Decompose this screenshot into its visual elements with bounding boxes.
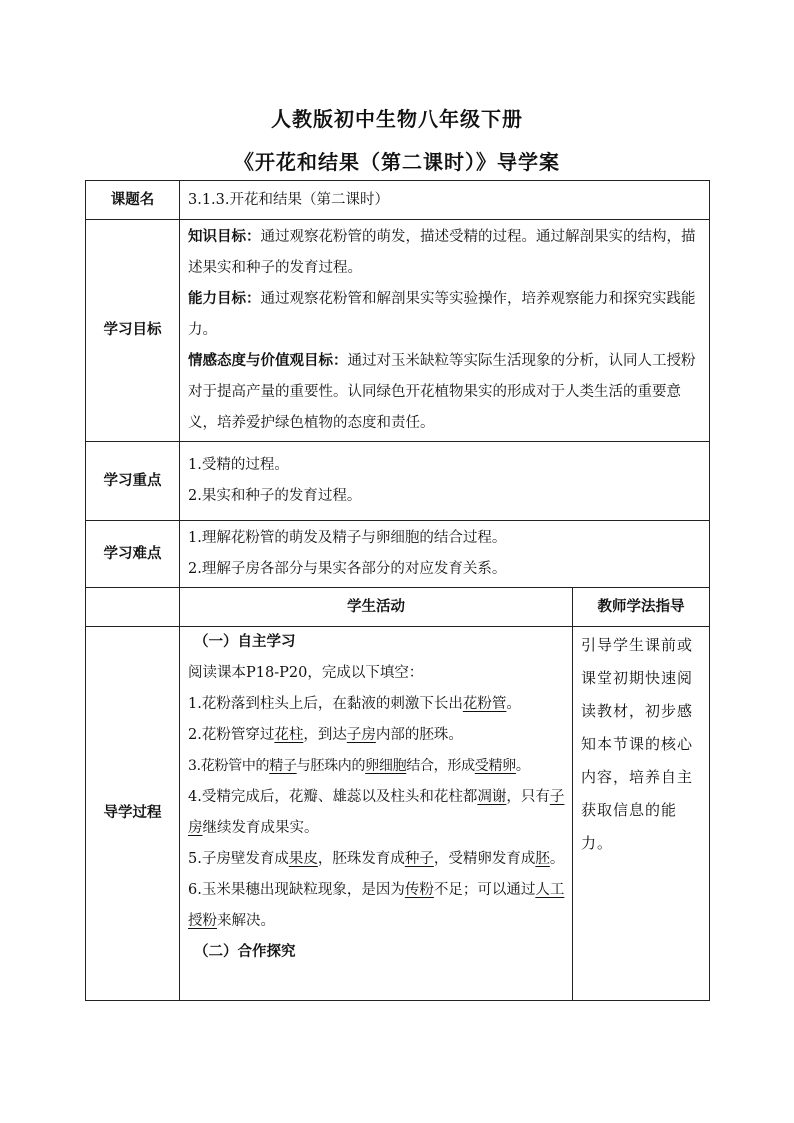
fill-blank-2	[188, 720, 566, 751]
question-text: ，受精卵发育成	[433, 851, 536, 867]
fill-blank-4	[188, 782, 566, 844]
teacher-guide-header: 教师学法指导	[573, 588, 710, 627]
question-text: 。	[549, 851, 565, 867]
empty-header-cell	[86, 588, 180, 627]
lesson-plan-table	[85, 180, 710, 1001]
section-self-study: （一）自主学习	[194, 634, 296, 650]
question-text: 继续发育成果实。	[202, 820, 319, 836]
answer-blank: 凋谢	[477, 789, 507, 805]
key-points-content	[180, 442, 710, 521]
question-text: 3.花粉管中的	[188, 758, 270, 774]
topic-row	[86, 181, 710, 220]
difficulties-content	[180, 521, 710, 588]
knowledge-goal-title: 知识目标：	[188, 229, 261, 245]
question-text: 结合，形成	[406, 758, 475, 774]
teacher-guide-content: 引导学生课前或课堂初期快速阅读教材，初步感知本节课的核心内容，培养自主获取信息的能力。	[573, 627, 710, 1001]
key-points-label: 学习重点	[86, 442, 180, 521]
column-header-row	[86, 588, 710, 627]
answer-blank: 种子	[404, 851, 434, 867]
attitude-goal-title: 情感态度与价值观目标：	[188, 353, 348, 369]
section-cooperative-inquiry: （二）合作探究	[194, 944, 296, 960]
goals-label: 学习目标	[86, 220, 180, 442]
question-text: ，胚珠发育成	[317, 851, 405, 867]
answer-blank: 受精卵	[474, 758, 516, 774]
student-activity-header: 学生活动	[180, 588, 573, 627]
fill-blank-5	[188, 844, 566, 875]
topic-value: 3.1.3.开花和结果（第二课时）	[180, 181, 710, 220]
topic-label: 课题名	[86, 181, 180, 220]
difficulty-item: 1.理解花粉管的萌发及精子与卵细胞的结合过程。	[188, 530, 507, 546]
key-points-row	[86, 442, 710, 521]
question-text: 6.玉米果穗出现缺粒现象，是因为	[188, 882, 405, 898]
goals-row	[86, 220, 710, 442]
question-text: 2.花粉管穿过	[188, 727, 275, 743]
fill-blank-6	[188, 875, 566, 937]
question-text: 。	[506, 696, 521, 712]
answer-blank: 花粉管	[462, 696, 507, 712]
answer-blank: 精子	[269, 758, 297, 774]
question-text: 。	[515, 758, 530, 774]
document-subtitle: 《开花和结果（第二课时）》导学案	[234, 150, 560, 174]
answer-blank: 传粉	[404, 882, 434, 898]
key-point-item: 2.果实和种子的发育过程。	[188, 488, 362, 504]
fill-blank-1	[188, 689, 566, 720]
answer-blank: 果皮	[288, 851, 318, 867]
answer-blank: 人工授粉	[188, 882, 565, 929]
knowledge-goal-text: 通过观察花粉管的萌发，描述受精的过程。通过解剖果实的结构，描述果实和种子的发育过程。	[188, 229, 696, 276]
difficulties-row	[86, 521, 710, 588]
ability-goal	[188, 284, 703, 346]
fill-blank-3	[188, 751, 566, 782]
question-text: 5.子房壁发育成	[188, 851, 289, 867]
answer-blank: 胚	[535, 851, 550, 867]
question-text: 4.受精完成后，花瓣、雄蕊以及柱头和花柱都	[188, 789, 478, 805]
question-text: 不足；可以通过	[433, 882, 536, 898]
ability-goal-text: 通过观察花粉管和解剖果实等实验操作，培养观察能力和探究实践能力。	[188, 291, 696, 338]
student-activity-content	[180, 627, 573, 1001]
difficulty-item: 2.理解子房各部分与果实各部分的对应发育关系。	[188, 561, 507, 577]
ability-goal-title: 能力目标：	[188, 291, 261, 307]
question-text: ，到达	[303, 727, 347, 743]
answer-blank: 花柱	[274, 727, 304, 743]
question-text: ，只有	[506, 789, 550, 805]
reading-instruction: 阅读课本P18-P20，完成以下填空：	[188, 665, 424, 681]
difficulties-label: 学习难点	[86, 521, 180, 588]
goals-content	[180, 220, 710, 442]
answer-blank: 子房	[188, 789, 565, 836]
knowledge-goal	[188, 222, 703, 284]
attitude-goal	[188, 346, 703, 439]
process-label: 导学过程	[86, 627, 180, 1001]
answer-blank: 子房	[346, 727, 376, 743]
process-row	[86, 627, 710, 1001]
question-text: 1.花粉落到柱头上后，在黏液的刺激下长出	[188, 696, 463, 712]
question-text: 内部的胚珠。	[375, 727, 463, 743]
document-title: 人教版初中生物八年级下册	[271, 107, 523, 131]
answer-blank: 卵细胞	[365, 758, 407, 774]
question-text: 与胚珠内的	[296, 758, 366, 774]
key-point-item: 1.受精的过程。	[188, 457, 289, 473]
attitude-goal-text: 通过对玉米缺粒等实际生活现象的分析，认同人工授粉对于提高产量的重要性。认同绿色开花植物果实的形成对于人类生活的重要意义，培养爱护绿色植物的态度和责任。	[188, 353, 696, 431]
question-text: 来解决。	[217, 913, 275, 929]
